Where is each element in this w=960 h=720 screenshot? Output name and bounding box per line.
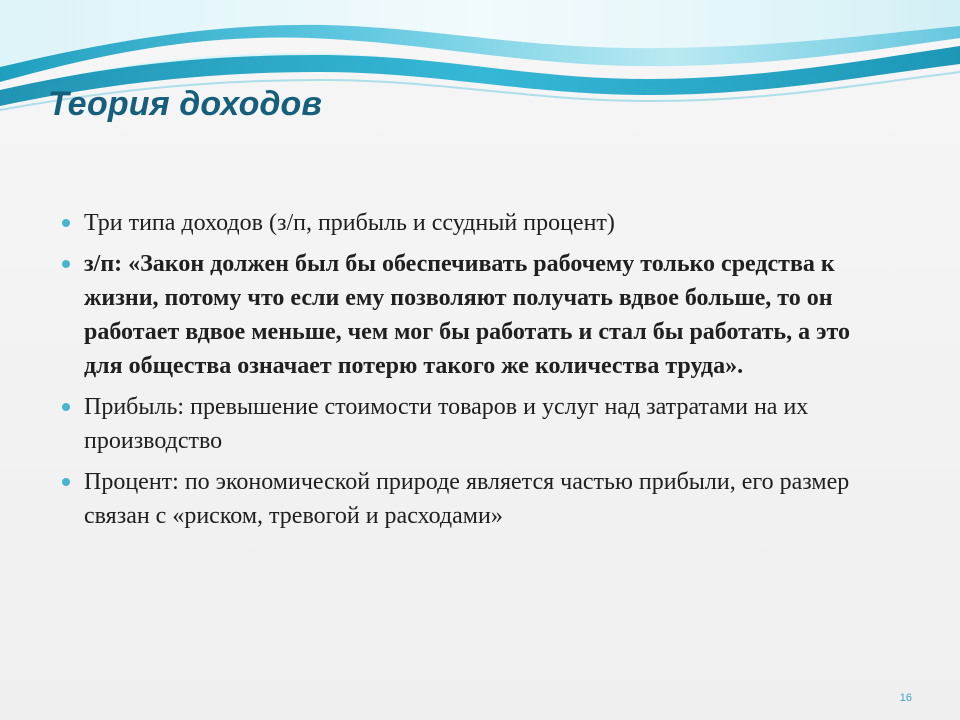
bullet-text-income-types: Три типа доходов (з/п, прибыль и ссудный процент) <box>84 210 615 236</box>
bullet-item-interest <box>62 465 862 533</box>
bullet-text-interest: Процент: по экономической природе является частью прибыли, его размер связан с «риском, тревогой и расходами» <box>84 469 850 529</box>
bullet-text-profit: Прибыль: превышение стоимости товаров и услуг над затратами на их производство <box>84 394 809 454</box>
bullet-dot-icon <box>62 260 70 268</box>
slide-title: Теория доходов <box>48 85 323 123</box>
bullet-item-profit <box>62 390 862 458</box>
top-wave-decoration <box>0 0 960 150</box>
bullet-text-wage-quote: з/п: «Закон должен был бы обеспечивать рабочему только средства к жизни, потому что если ему позволяют получать вдвое больше, то он работает вдвое меньше, чем мог бы работать и стал бы работать, а это для общества означает потерю такого же количества труда». <box>84 251 850 379</box>
bullet-dot-icon <box>62 478 70 486</box>
bullet-dot-icon <box>62 403 70 411</box>
bullet-list <box>62 206 862 533</box>
bullet-item-income-types <box>62 206 862 240</box>
bullet-dot-icon <box>62 219 70 227</box>
slide-content <box>62 206 862 540</box>
slide-page-number: 16 <box>899 692 912 704</box>
bullet-item-wage-quote <box>62 247 862 383</box>
